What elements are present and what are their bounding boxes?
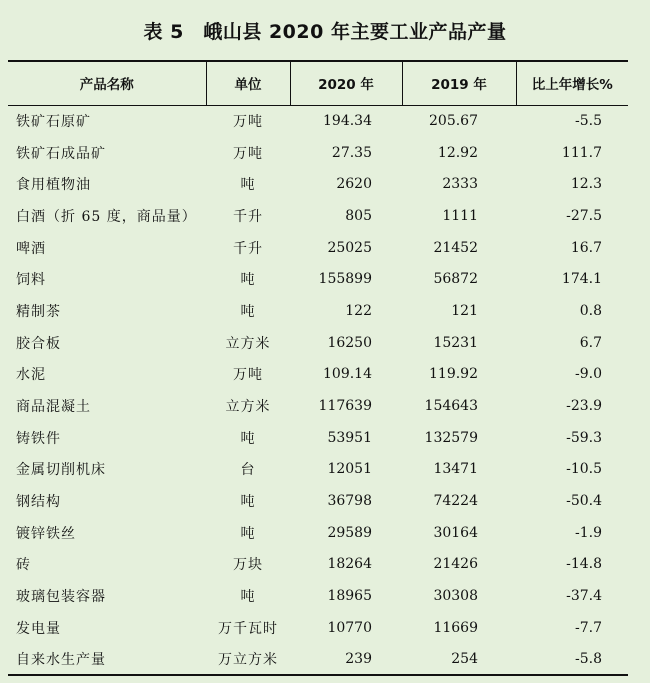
value-2019-cell: 254 [402, 644, 516, 676]
value-2020-cell: 12051 [327, 461, 372, 478]
product-name-cell: 铸铁件 [16, 430, 61, 447]
growth-percent-cell: 12.3 [570, 176, 602, 193]
growth-percent-cell: -1.9 [575, 524, 602, 541]
page-title: 表 5 峨山县 2020 年主要工业产品产量 [143, 21, 507, 43]
growth-percent-cell: 111.7 [561, 144, 602, 161]
value-2020-cell: 25025 [327, 239, 372, 256]
table-row [8, 390, 628, 422]
table-row [8, 200, 628, 232]
unit-cell: 立方米 [225, 399, 271, 416]
growth-percent-cell: -5.5 [575, 113, 602, 130]
growth-percent-cell: -5.8 [516, 644, 628, 676]
table-row [8, 359, 628, 391]
table-header-row [8, 61, 628, 105]
table-row [8, 422, 628, 454]
product-name-cell: 商品混凝土 [16, 399, 91, 416]
unit-cell: 吨 [240, 494, 256, 511]
unit-cell: 万吨 [233, 114, 263, 131]
product-name-cell: 自来水生产量 [8, 644, 206, 676]
value-2019-cell: 21452 [433, 239, 478, 256]
unit-cell: 万千瓦时 [218, 620, 278, 637]
growth-percent-cell: 16.7 [570, 239, 602, 256]
table-row [8, 580, 628, 612]
product-name-cell: 玻璃包装容器 [16, 589, 106, 606]
value-2019-cell: 56872 [433, 271, 478, 288]
value-2019-cell: 13471 [433, 461, 478, 478]
table-row [8, 644, 628, 676]
unit-cell: 吨 [240, 589, 256, 606]
column-header-name: 产品名称 [8, 61, 206, 105]
growth-percent-cell: 174.1 [561, 271, 602, 288]
column-header-growth: 比上年增长% [516, 61, 628, 105]
table-body [8, 105, 628, 675]
value-2020-cell: 117639 [318, 398, 372, 415]
growth-percent-cell: -14.8 [566, 556, 602, 573]
product-name-cell: 金属切削机床 [16, 462, 106, 479]
value-2020-cell: 29589 [327, 524, 372, 541]
value-2019-cell: 154643 [424, 398, 478, 415]
value-2019-cell: 121 [451, 302, 478, 319]
value-2020-cell: 18965 [327, 588, 372, 605]
product-name-cell: 胶合板 [16, 335, 61, 352]
table-row [8, 105, 628, 137]
production-table-container [8, 60, 628, 676]
value-2020-cell: 194.34 [323, 113, 372, 130]
unit-cell: 万吨 [233, 367, 263, 384]
table-row [8, 327, 628, 359]
unit-cell: 吨 [240, 177, 256, 194]
product-name-cell: 饲料 [16, 272, 46, 289]
value-2020-cell: 2620 [336, 176, 372, 193]
unit-cell: 万吨 [233, 145, 263, 162]
value-2019-cell: 132579 [424, 429, 478, 446]
value-2020-cell: 122 [345, 302, 372, 319]
column-header-2019: 2019 年 [402, 61, 516, 105]
unit-cell: 千升 [233, 240, 263, 257]
product-name-cell: 铁矿石原矿 [16, 114, 91, 131]
table-row [8, 263, 628, 295]
value-2019-cell: 30308 [433, 588, 478, 605]
unit-cell: 千升 [233, 208, 263, 225]
product-name-cell: 啤酒 [16, 240, 46, 257]
value-2019-cell: 15231 [433, 334, 478, 351]
value-2020-cell: 109.14 [323, 366, 372, 383]
growth-percent-cell: 0.8 [579, 302, 602, 319]
industrial-output-table [8, 60, 628, 676]
value-2020-cell: 27.35 [331, 144, 372, 161]
product-name-cell: 食用植物油 [16, 177, 91, 194]
value-2020-cell: 10770 [327, 619, 372, 636]
unit-cell: 吨 [240, 303, 256, 320]
product-name-cell: 砖 [16, 557, 31, 574]
value-2019-cell: 2333 [442, 176, 478, 193]
product-name-cell: 镀锌铁丝 [16, 525, 76, 542]
growth-percent-cell: -10.5 [566, 461, 602, 478]
value-2019-cell: 205.67 [429, 113, 478, 130]
growth-percent-cell: -23.9 [566, 398, 602, 415]
value-2019-cell: 30164 [433, 524, 478, 541]
value-2019-cell: 11669 [433, 619, 478, 636]
value-2019-cell: 12.92 [437, 144, 478, 161]
table-row [8, 137, 628, 169]
value-2020-cell: 16250 [327, 334, 372, 351]
growth-percent-cell: -27.5 [566, 207, 602, 224]
value-2020-cell: 239 [290, 644, 402, 676]
growth-percent-cell: -37.4 [566, 588, 602, 605]
column-header-unit: 单位 [206, 61, 290, 105]
table-row [8, 454, 628, 486]
unit-cell: 吨 [240, 272, 256, 289]
value-2019-cell: 1111 [442, 207, 478, 224]
value-2020-cell: 36798 [327, 493, 372, 510]
product-name-cell: 铁矿石成品矿 [16, 145, 106, 162]
unit-cell: 吨 [240, 525, 256, 542]
table-row [8, 549, 628, 581]
growth-percent-cell: -9.0 [575, 366, 602, 383]
product-name-cell: 钢结构 [16, 494, 61, 511]
value-2019-cell: 74224 [433, 493, 478, 510]
growth-percent-cell: -59.3 [566, 429, 602, 446]
unit-cell: 立方米 [225, 335, 271, 352]
product-name-cell: 水泥 [16, 367, 46, 384]
growth-percent-cell: -50.4 [566, 493, 602, 510]
value-2019-cell: 119.92 [429, 366, 478, 383]
table-row [8, 295, 628, 327]
unit-cell: 吨 [240, 430, 256, 447]
table-row [8, 485, 628, 517]
product-name-cell: 精制茶 [16, 303, 61, 320]
value-2020-cell: 155899 [318, 271, 372, 288]
unit-cell: 台 [240, 462, 256, 479]
value-2019-cell: 21426 [433, 556, 478, 573]
unit-cell: 万立方米 [206, 644, 290, 676]
table-row [8, 517, 628, 549]
value-2020-cell: 53951 [327, 429, 372, 446]
value-2020-cell: 805 [345, 207, 372, 224]
product-name-cell: 发电量 [16, 620, 61, 637]
table-row [8, 168, 628, 200]
table-row [8, 612, 628, 644]
growth-percent-cell: -7.7 [575, 619, 602, 636]
table-row [8, 232, 628, 264]
product-name-cell: 白酒（折 65 度，商品量） [16, 208, 197, 225]
value-2020-cell: 18264 [327, 556, 372, 573]
unit-cell: 万块 [233, 557, 263, 574]
column-header-2020: 2020 年 [290, 61, 402, 105]
growth-percent-cell: 6.7 [579, 334, 602, 351]
